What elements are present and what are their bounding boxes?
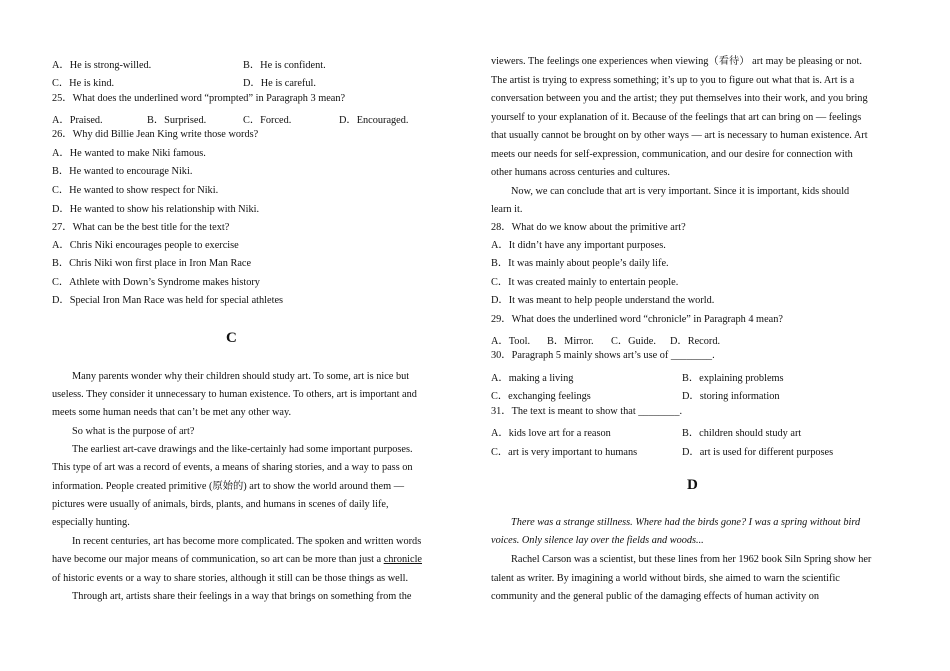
passage-c-p3-line: pictures were usually of animals, birds, plants, and humans in scenes of daily life,	[52, 499, 389, 510]
q25-stem: 25．What does the underlined word “prompted” in Paragraph 3 mean?	[52, 93, 346, 104]
q28-stem: 28．What do we know about the primitive art?	[491, 222, 686, 233]
q31-stem: 31．The text is meant to show that ________.	[491, 406, 683, 417]
passage-c-p2: So what is the purpose of art?	[72, 426, 195, 437]
q28-option-a: A．It didn’t have any important purposes.	[491, 240, 666, 251]
q24-option-d: D．He is careful.	[243, 78, 316, 89]
passage-c-p5-line: The artist is trying to express something; it’s up to you to figure out what that is. Art is a	[491, 75, 855, 86]
q30-option-b: B．explaining problems	[682, 373, 784, 384]
q28-option-c: C．It was created mainly to entertain people.	[491, 277, 679, 288]
passage-d-p2-line: community and the general public of the damaging effects of human activity on	[491, 591, 820, 602]
q28-option-b: B．It was mainly about people’s daily life.	[491, 258, 669, 269]
q24-option-b: B．He is confident.	[243, 60, 326, 71]
q30-stem: 30．Paragraph 5 mainly shows art’s use of ________.	[491, 350, 715, 361]
q31-option-b: B．children should study art	[682, 428, 802, 439]
passage-c-p5-line: viewers. The feelings one experiences when viewing（看待） art may be pleasing or not.	[491, 56, 862, 67]
q30-option-c: C．exchanging feelings	[491, 391, 591, 402]
passage-c-p1-line: meets some human needs that can’t be met any other way.	[52, 407, 292, 418]
passage-d-p2-line: talent as writer. By imagining a world without birds, she aimed to warn the scientific	[491, 573, 840, 584]
underlined-word-chronicle: chronicle	[383, 554, 422, 565]
q27-option-d: D．Special Iron Man Race was held for special athletes	[52, 295, 284, 306]
q26-stem: 26．Why did Billie Jean King write those words?	[52, 129, 259, 140]
passage-c-p6-line: learn it.	[491, 204, 523, 215]
passage-c-p3-line: information. People created primitive (原始的) art to show the world around them —	[52, 481, 405, 492]
section-c-heading: C	[226, 330, 237, 346]
q25-option-a: A．Praised.	[52, 115, 103, 126]
q30-option-d: D．storing information	[682, 391, 780, 402]
passage-c-p5-line: other humans across centuries and cultures.	[491, 167, 670, 178]
q26-option-c: C．He wanted to show respect for Niki.	[52, 185, 219, 196]
q24-option-a: A．He is strong-willed.	[52, 60, 152, 71]
q30-option-a: A．making a living	[491, 373, 574, 384]
q29-option-c: C．Guide.	[611, 336, 656, 347]
passage-c-p4-line: of historic events or a way to share stories, although it still can be those things as well.	[52, 573, 409, 584]
passage-c-p1-line: useless. They consider it unnecessary to human existence. To others, art is important and	[52, 389, 417, 400]
passage-c-p3-line: especially hunting.	[52, 517, 130, 528]
q26-option-d: D．He wanted to show his relationship with Niki.	[52, 204, 260, 215]
q25-option-c: C．Forced.	[243, 115, 292, 126]
q29-option-d: D．Record.	[670, 336, 721, 347]
passage-c-p5-line: meets our needs for self-expression, communication, and our desire for connection with	[491, 149, 853, 160]
passage-c-p4-line	[52, 554, 422, 566]
passage-c-p3-line: The earliest art-cave drawings and the like-certainly had some important purposes.	[72, 444, 413, 455]
passage-d-p2-line: Rachel Carson was a scientist, but these lines from her 1962 book Siln Spring show her	[511, 554, 872, 565]
passage-c-p4-line: In recent centuries, art has become more complicated. The spoken and written words	[72, 536, 422, 547]
q26-option-b: B．He wanted to encourage Niki.	[52, 166, 193, 177]
passage-d-italic-text: There was a strange stillness. Where had the birds gone? I was a spring without bird	[511, 517, 861, 528]
q31-option-a: A．kids love art for a reason	[491, 428, 611, 439]
q27-option-b: B．Chris Niki won first place in Iron Man Race	[52, 258, 252, 269]
q29-stem: 29．What does the underlined word “chronicle” in Paragraph 4 mean?	[491, 314, 783, 325]
q26-option-a: A．He wanted to make Niki famous.	[52, 148, 206, 159]
q28-option-d: D．It was meant to help people understand the world.	[491, 295, 715, 306]
passage-d-italic-line	[491, 517, 860, 529]
q25-option-b: B．Surprised.	[147, 115, 207, 126]
passage-d-italic-line	[491, 535, 704, 547]
q31-option-d: D．art is used for different purposes	[682, 447, 834, 458]
passage-c-p5-line: yourself to your explanation of it. Because of the feelings that art can bring on — feelings	[491, 112, 862, 123]
q24-option-c: C．He is kind.	[52, 78, 115, 89]
q31-option-c: C．art is very important to humans	[491, 447, 638, 458]
passage-c-p6-line: Now, we can conclude that art is very important. Since it is important, kids should	[511, 186, 850, 197]
passage-c-p5-line: conversation between you and the artist; they put themselves into their work, and you bring	[491, 93, 868, 104]
passage-c-p3-line: This type of art was a record of events, a means of sharing stories, and a way to pass on	[52, 462, 413, 473]
q29-option-a: A．Tool.	[491, 336, 531, 347]
passage-c-p5-line: Through art, artists share their feelings in a way that brings on something from the	[72, 591, 412, 602]
q27-stem: 27．What can be the best title for the text?	[52, 222, 230, 233]
q25-option-d: D．Encouraged.	[339, 115, 409, 126]
q27-option-c: C．Athlete with Down’s Syndrome makes history	[52, 277, 260, 288]
passage-d-italic-text: voices. Only silence lay over the fields and woods...	[491, 535, 704, 546]
q27-option-a: A．Chris Niki encourages people to exercise	[52, 240, 239, 251]
passage-c-p5-line: that usually cannot be brought on by other ways — art is necessary to human existence. Art	[491, 130, 868, 141]
section-d-heading: D	[687, 477, 698, 493]
passage-c-p1-line: Many parents wonder why their children should study art. To some, art is nice but	[72, 371, 410, 382]
q29-option-b: B．Mirror.	[547, 336, 594, 347]
passage-c-p4-text: have become our major means of communication, so art can be more than just a	[52, 554, 384, 565]
